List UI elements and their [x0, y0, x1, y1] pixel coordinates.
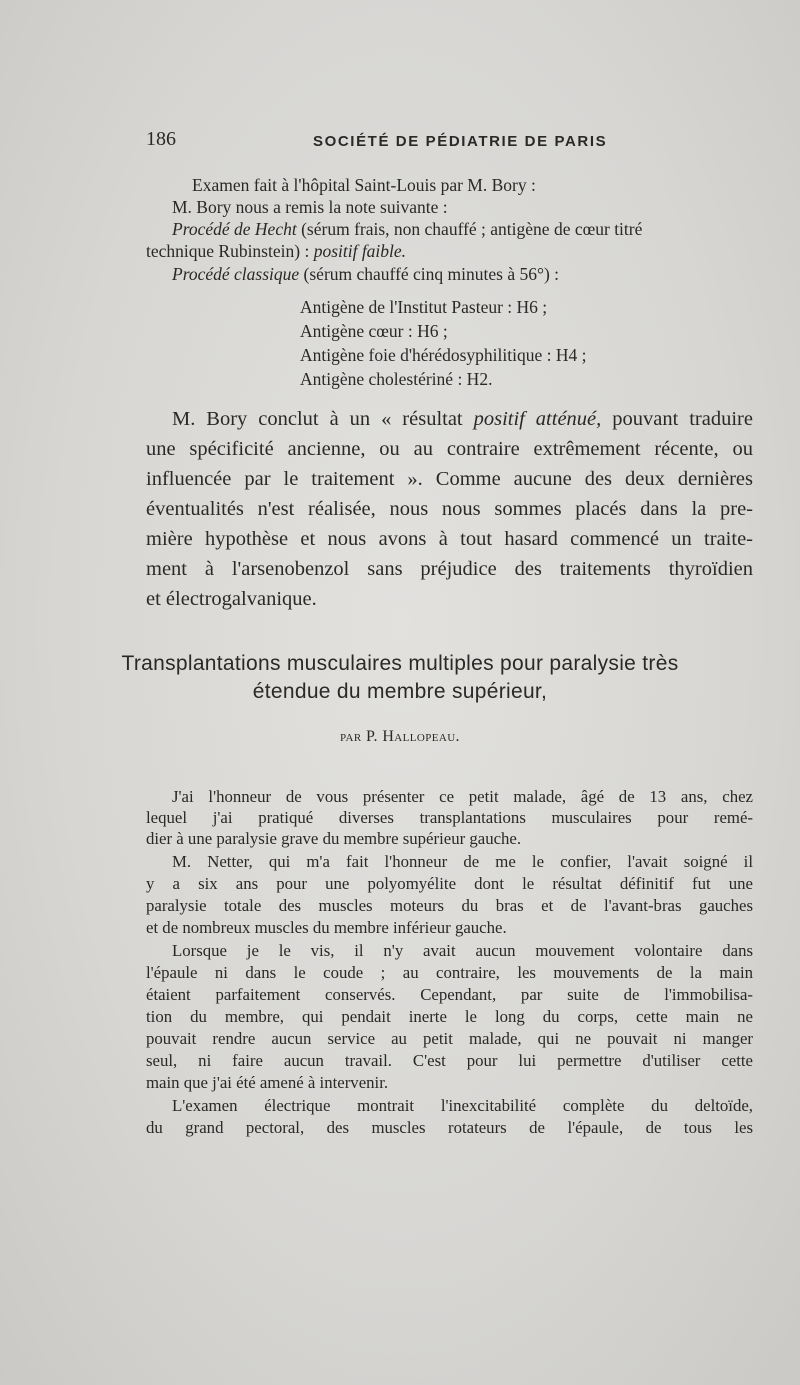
- exam-line-1: Examen fait à l'hôpital Saint-Louis par M. Bory :: [192, 175, 536, 195]
- body-line: tion du membre, qui pendait inerte le long du corps, cette main ne: [146, 1007, 753, 1026]
- body-line: lequel j'ai pratiqué diverses transplantations musculaires pour remé-: [146, 808, 753, 827]
- article-title-line-1: Transplantations musculaires multiples pour paralysie très: [121, 652, 679, 675]
- body-line: l'épaule ni dans le coude ; au contraire, les mouvements de la main: [146, 963, 753, 982]
- body-line: étaient parfaitement conservés. Cependant, par suite de l'immobilisa-: [146, 985, 753, 1004]
- body-line-end: main que j'ai été amené à intervenir.: [146, 1073, 389, 1092]
- conclusion-text-a: M. Bory conclut à un « résultat: [172, 408, 474, 430]
- antigen-item: Antigène cholestériné : H2.: [300, 369, 493, 389]
- body-line: Lorsque je le vis, il n'y avait aucun mouvement volontaire dans: [172, 941, 753, 960]
- conclusion-line-last: et électrogalvanique.: [146, 588, 317, 610]
- conclusion-line: mière hypothèse et nous avons à tout hasard commencé un traite-: [146, 528, 753, 550]
- classique-text: (sérum chauffé cinq minutes à 56°) :: [299, 264, 560, 284]
- running-title: SOCIÉTÉ DE PÉDIATRIE DE PARIS: [313, 133, 608, 150]
- body-line: J'ai l'honneur de vous présenter ce petit malade, âgé de 13 ans, chez: [172, 787, 753, 806]
- conclusion-line: éventualités n'est réalisée, nous nous sommes placés dans la pre-: [146, 498, 753, 520]
- hecht-result: positif faible.: [313, 241, 407, 261]
- page-number: 186: [146, 128, 176, 150]
- body-line: du grand pectoral, des muscles rotateurs de l'épaule, de tous les: [146, 1118, 753, 1137]
- hecht-label: Procédé de Hecht: [172, 219, 297, 239]
- classique-line: [172, 264, 559, 285]
- hecht-text-2: technique Rubinstein) :: [146, 241, 314, 261]
- body-line: pouvait rendre aucun service au petit malade, qui ne pouvait ni manger: [146, 1029, 753, 1048]
- classique-label: Procédé classique: [172, 264, 300, 284]
- body-line: L'examen électrique montrait l'inexcitabilité complète du deltoïde,: [172, 1096, 753, 1115]
- antigen-item: Antigène de l'Institut Pasteur : H6 ;: [300, 297, 548, 317]
- body-line-end: et de nombreux muscles du membre inférieur gauche.: [146, 918, 507, 937]
- body-line: M. Netter, qui m'a fait l'honneur de me le confier, l'avait soigné il: [172, 852, 753, 871]
- article-title-line-2: étendue du membre supérieur,: [252, 680, 548, 703]
- exam-line-2: M. Bory nous a remis la note suivante :: [172, 197, 448, 217]
- conclusion-text-c: pouvant traduire: [601, 408, 753, 430]
- conclusion-line: ment à l'arsenobenzol sans préjudice des traitements thyroïdien: [146, 558, 753, 580]
- antigen-item: Antigène foie d'hérédosyphilitique : H4 ;: [300, 345, 587, 365]
- conclusion-line: influencée par le traitement ». Comme aucune des deux dernières: [146, 468, 753, 490]
- body-line: seul, ni faire aucun travail. C'est pour lui permettre d'utiliser cette: [146, 1051, 753, 1070]
- hecht-text: (sérum frais, non chauffé ; antigène de cœur titré: [296, 219, 643, 239]
- hecht-line-2: [146, 241, 406, 262]
- hecht-line: [172, 219, 642, 240]
- conclusion-line: une spécificité ancienne, ou au contraire extrêmement récente, ou: [146, 438, 753, 460]
- body-line-end: dier à une paralysie grave du membre supérieur gauche.: [146, 829, 522, 848]
- body-line: y a six ans pour une polyomyélite dont le résultat définitif fut une: [146, 874, 753, 893]
- body-line: paralysie totale des muscles moteurs du bras et de l'avant-bras gauches: [146, 896, 753, 915]
- byline: par P. Hallopeau.: [340, 728, 460, 745]
- conclusion-emphasis: positif atténué,: [473, 408, 602, 430]
- conclusion-line-1: [172, 408, 753, 431]
- antigen-item: Antigène cœur : H6 ;: [300, 321, 448, 341]
